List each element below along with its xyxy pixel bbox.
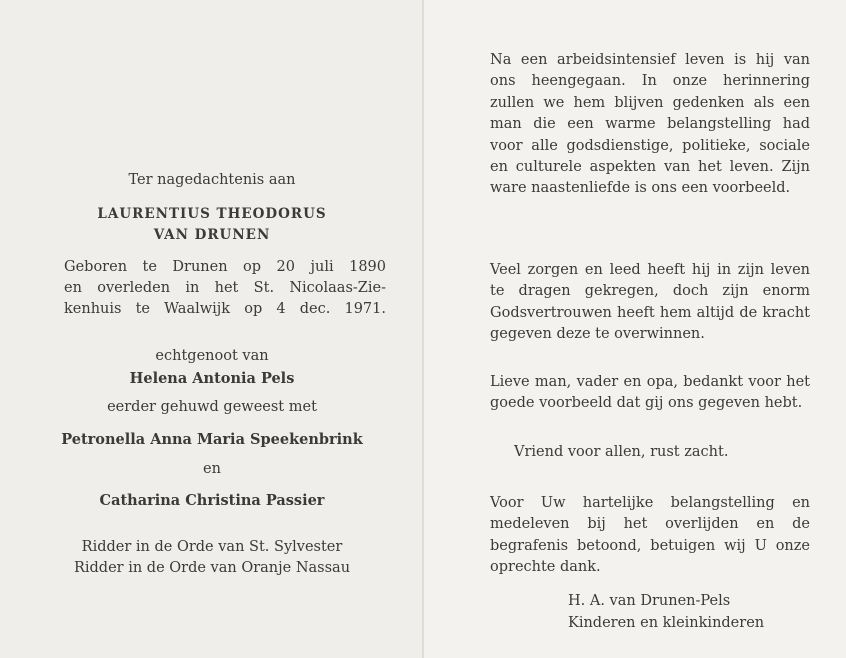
tribute-paragraph-1-text: Na een arbeidsintensief leven is hij van ons heengegaan. In onze herinnering zullen we hem blijven gedenken als een man die een warme belangstelling had voor alle godsdienstige, politieke, sociale en culturele aspekten van het leven. Zijn ware naastenliefde is ons een voorbeeld. <box>490 52 810 197</box>
thanks-paragraph <box>490 493 810 579</box>
signature-line-1: H. A. van Drunen-Pels <box>568 593 731 609</box>
tribute-paragraph-2 <box>490 260 810 346</box>
thanks-paragraph-text: Voor Uw hartelijke belangstelling en medeleven bij het overlijden en de begrafenis betoond, betuigen wij U onze oprechte dank. <box>490 495 810 576</box>
intro-text: Ter nagedachtenis aan <box>128 172 296 188</box>
tribute-paragraph-3-text: Lieve man, vader en opa, bedankt voor het goede voorbeeld dat gij ons gegeven hebt. <box>490 374 810 412</box>
name-line-1: LAURENTIUS THEODORUS <box>97 206 327 222</box>
card-fold <box>422 0 424 658</box>
signature-line-2: Kinderen en kleinkinderen <box>568 615 765 631</box>
birth-line-1: Geboren te Drunen op 20 juli 1890 <box>64 259 386 275</box>
spouse-name: Helena Antonia Pels <box>129 370 295 387</box>
previous-spouse-1: Petronella Anna Maria Speekenbrink <box>61 431 363 448</box>
birth-line-2: en overleden in het St. Nicolaas-Zie- <box>64 280 386 296</box>
tribute-paragraph-2-text: Veel zorgen en leed heeft hij in zijn leven te dragen gekregen, doch zijn enorm Godsvertrouwen heeft hem altijd de kracht gegeven deze te overwinnen. <box>490 262 810 343</box>
birth-line-3: kenhuis te Waalwijk op 4 dec. 1971. <box>64 301 386 317</box>
spouse-label: echtgenoot van <box>155 348 269 364</box>
farewell-line: Vriend voor allen, rust zacht. <box>514 444 729 460</box>
previous-marriage-label: eerder gehuwd geweest met <box>107 399 317 415</box>
tribute-paragraph-1 <box>490 50 810 200</box>
previous-spouse-2: Catharina Christina Passier <box>99 492 325 509</box>
honor-line-2: Ridder in de Orde van Oranje Nassau <box>73 560 351 576</box>
tribute-paragraph-3 <box>490 372 810 415</box>
and-word: en <box>203 461 221 477</box>
name-line-2: VAN DRUNEN <box>153 227 271 243</box>
honor-line-1: Ridder in de Orde van St. Sylvester <box>81 539 343 555</box>
